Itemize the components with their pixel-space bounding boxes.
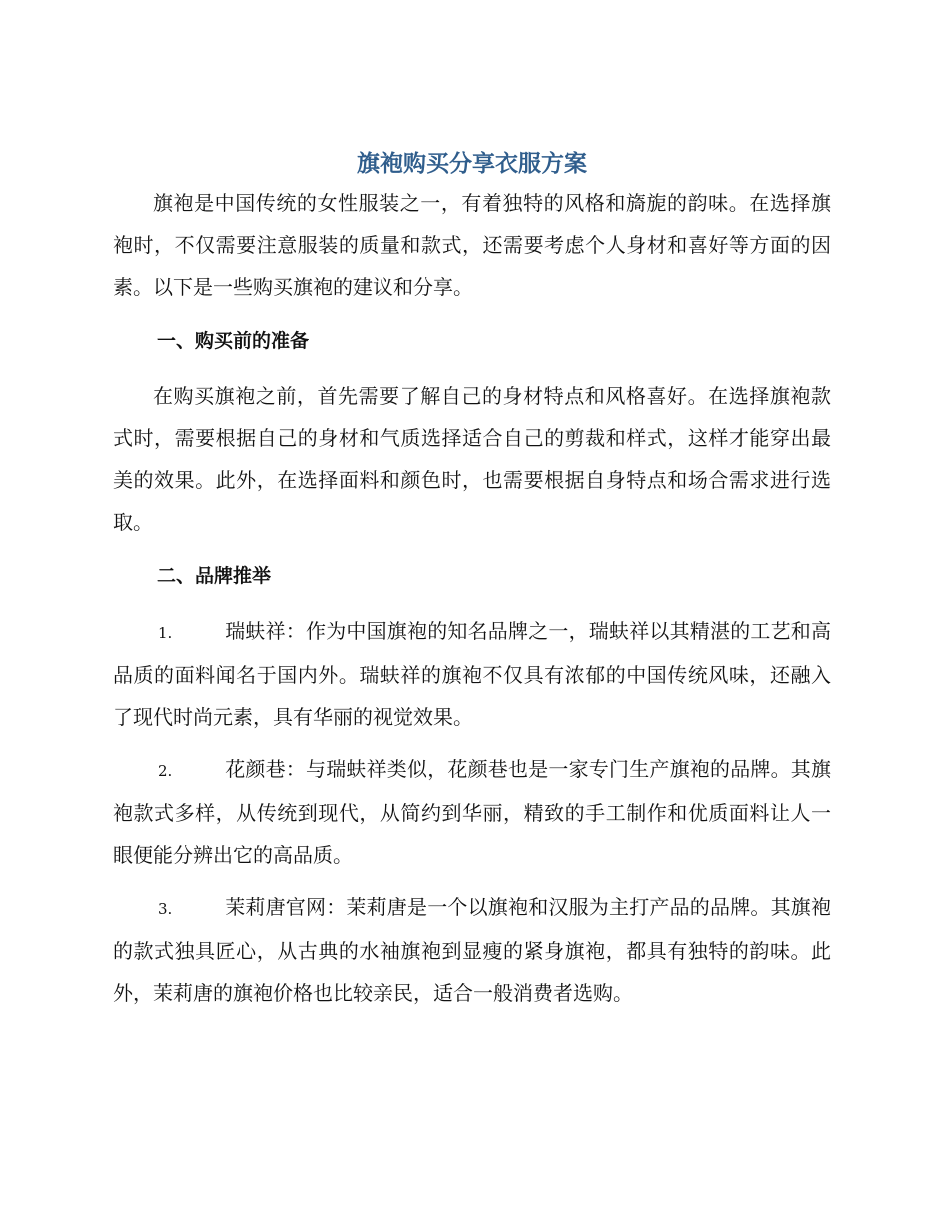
list-number: 2. — [158, 762, 173, 780]
list-item — [113, 610, 831, 738]
list-number: 3. — [158, 900, 173, 918]
intro-paragraph: 旗袍是中国传统的女性服装之一，有着独特的风格和旖旎的韵味。在选择旗袍时，不仅需要注意服装的质量和款式，还需要考虑个人身材和喜好等方面的因素。以下是一些购买旗袍的建议和分享。 — [113, 191, 831, 299]
list-item — [113, 886, 831, 1014]
list-number: 1. — [158, 624, 173, 642]
list-item-text: 瑞蚨祥：作为中国旗袍的知名品牌之一，瑞蚨祥以其精湛的工艺和高品质的面料闻名于国内外。瑞蚨祥的旗袍不仅具有浓郁的中国传统风味，还融入了现代时尚元素，具有华丽的视觉效果。 — [113, 619, 831, 729]
document-page — [113, 148, 831, 1014]
list-item-text: 茉莉唐官网：茉莉唐是一个以旗袍和汉服为主打产品的品牌。其旗袍的款式独具匠心，从古典的水袖旗袍到显瘦的紧身旗袍，都具有独特的韵味。此外，茉莉唐的旗袍价格也比较亲民，适合一般消费者选购。 — [113, 895, 831, 1005]
section-heading-brands: 二、品牌推举 — [157, 565, 272, 587]
section-heading-preparation: 一、购买前的准备 — [157, 330, 310, 352]
document-title: 旗袍购买分享衣服方案 — [357, 151, 587, 177]
list-item — [113, 748, 831, 876]
preparation-paragraph: 在购买旗袍之前，首先需要了解自己的身材特点和风格喜好。在选择旗袍款式时，需要根据自己的身材和气质选择适合自己的剪裁和样式，这样才能穿出最美的效果。此外，在选择面料和颜色时，也需要根据自身特点和场合需求进行选取。 — [113, 384, 831, 534]
list-item-text: 花颜巷：与瑞蚨祥类似，花颜巷也是一家专门生产旗袍的品牌。其旗袍款式多样，从传统到现代，从简约到华丽，精致的手工制作和优质面料让人一眼便能分辨出它的高品质。 — [113, 757, 831, 867]
